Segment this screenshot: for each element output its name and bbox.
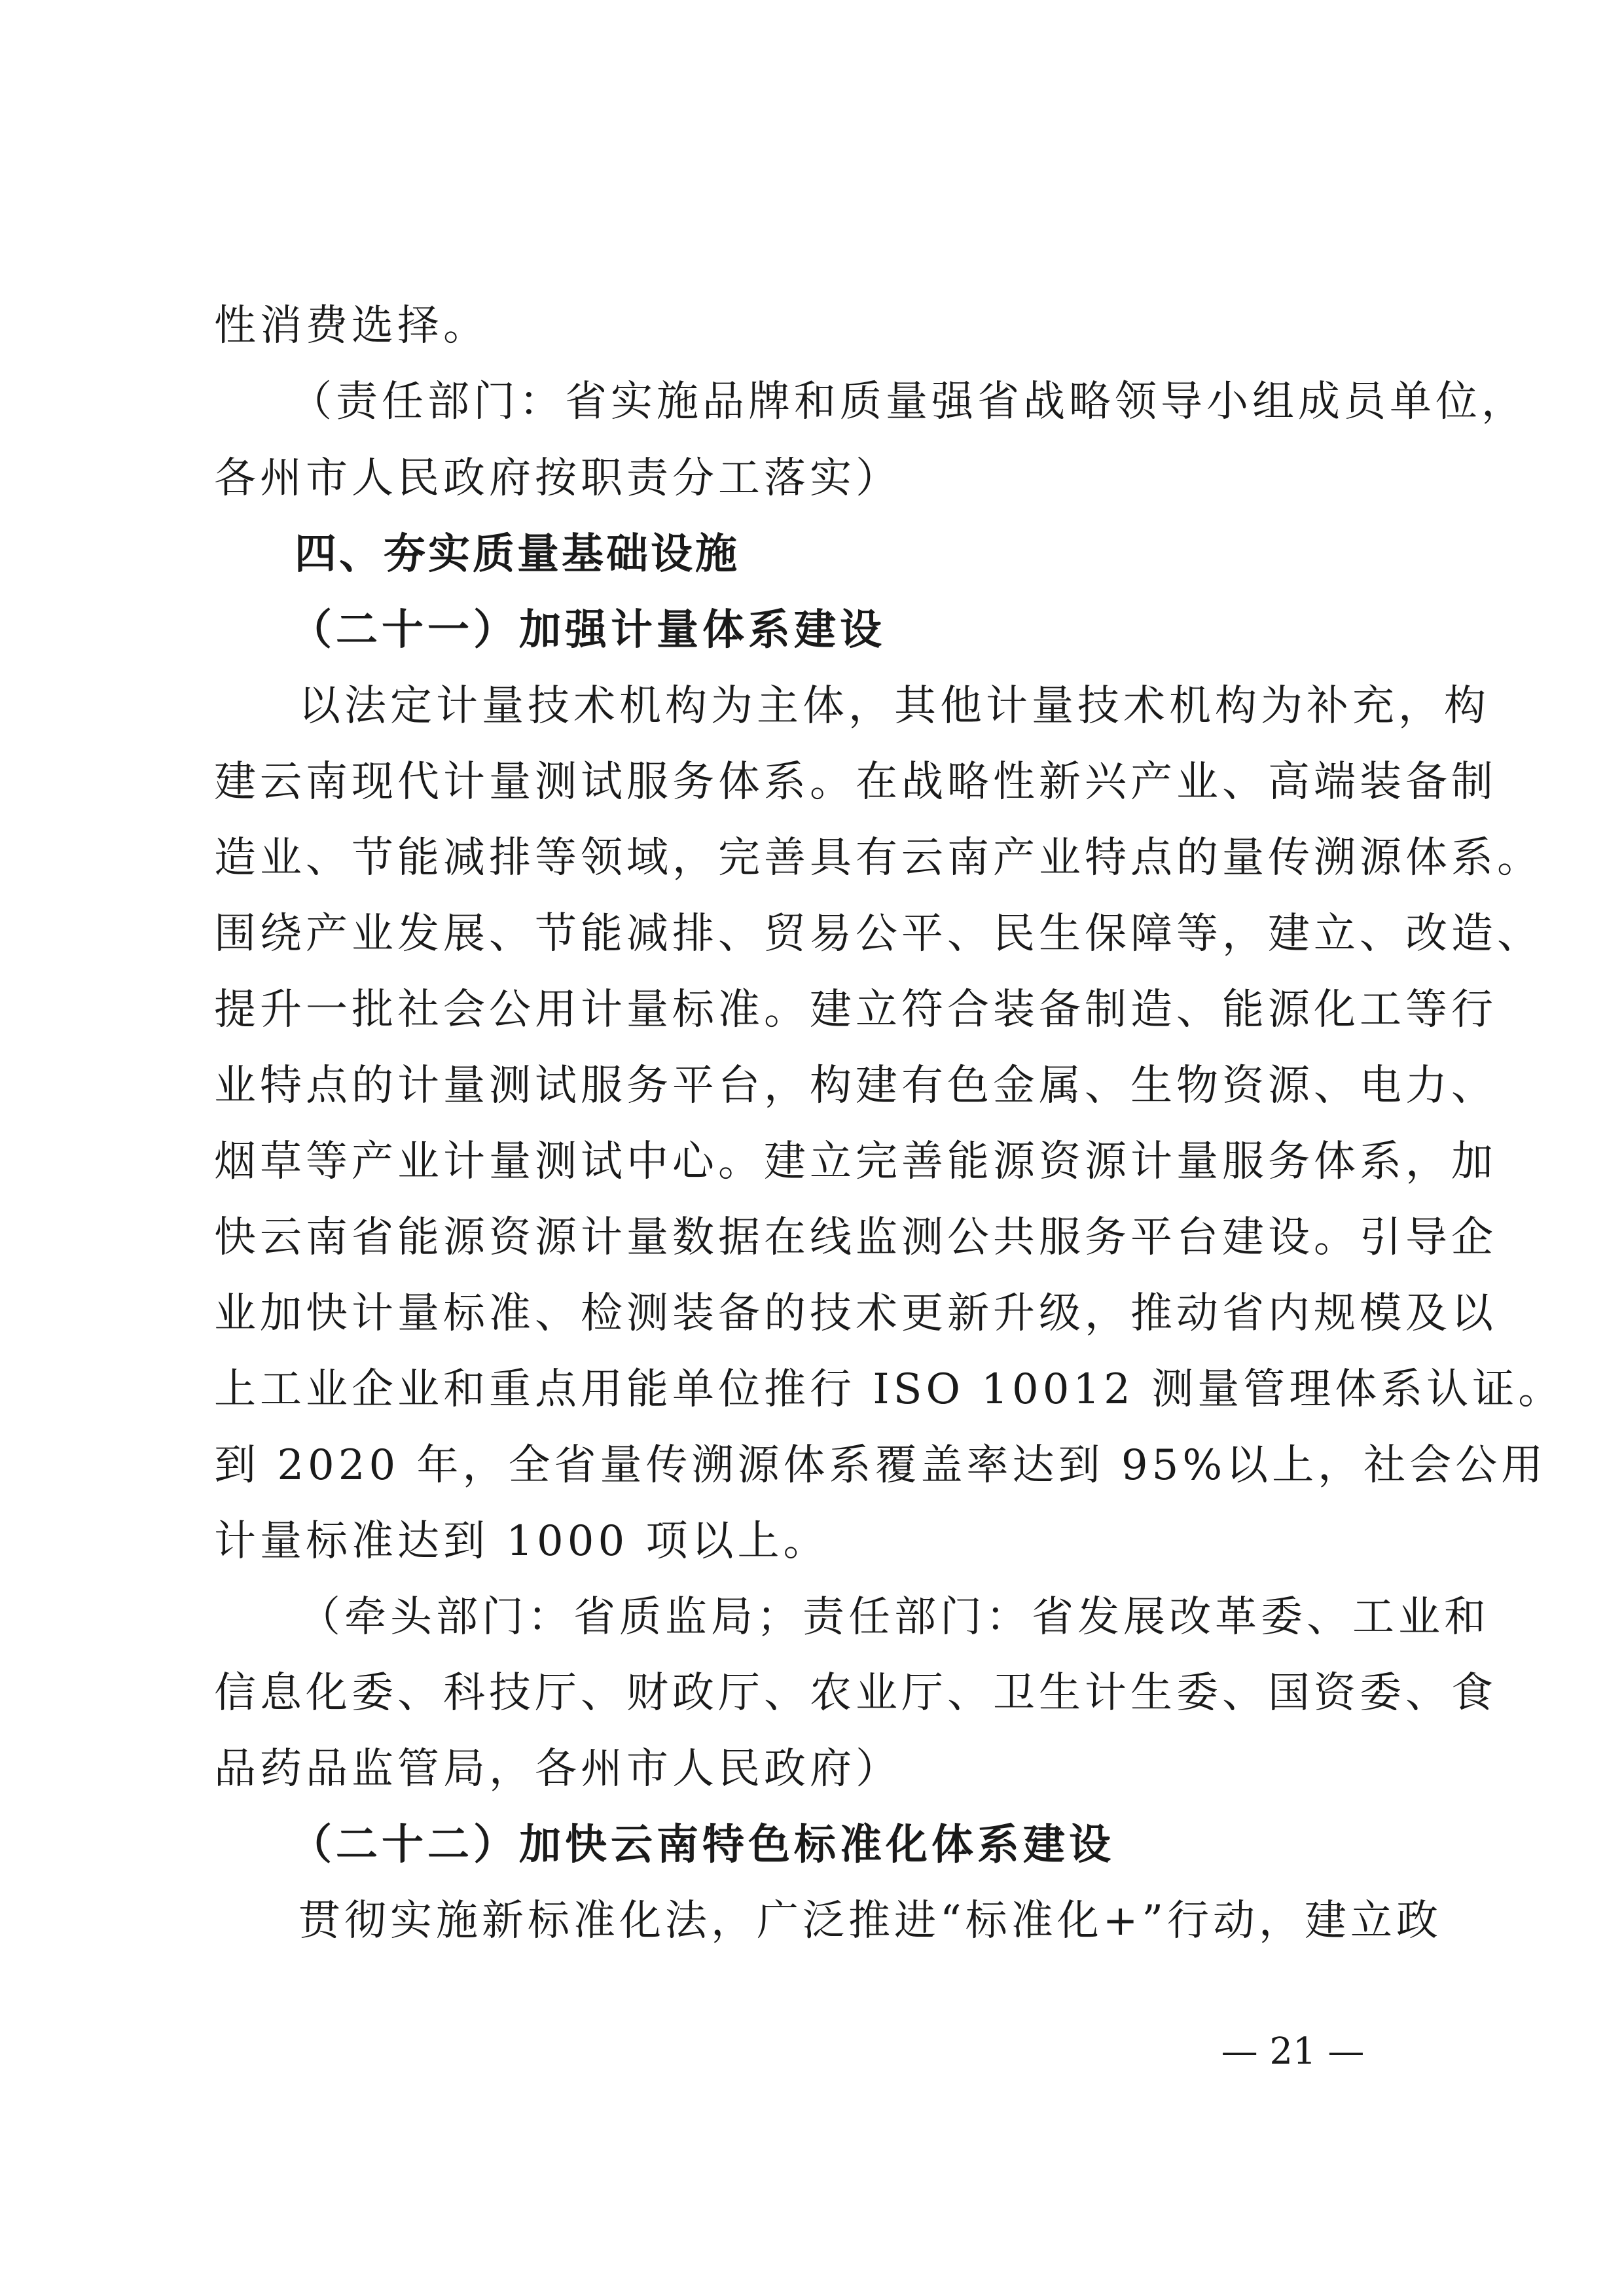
- subsection-heading: （二十二）加快云南特色标准化体系建设: [290, 1820, 1115, 1869]
- body-line: 提升一批社会公用计量标准。建立符合装备制造、能源化工等行: [214, 986, 1497, 1034]
- body-line: 烟草等产业计量测试中心。建立完善能源资源计量服务体系，加: [214, 1138, 1497, 1186]
- body-line: 围绕产业发展、节能减排、贸易公平、民生保障等，建立、改造、: [214, 910, 1543, 958]
- body-line: 上工业企业和重点用能单位推行 ISO 10012 测量管理体系认证。: [214, 1365, 1564, 1414]
- responsibility-note-line: 品药品监管局，各州市人民政府）: [214, 1745, 901, 1793]
- body-line: 到 2020 年，全省量传溯源体系覆盖率达到 95%以上，社会公用: [214, 1441, 1547, 1490]
- section-heading: 四、夯实质量基础设施: [295, 530, 740, 579]
- body-line: 业加快计量标准、检测装备的技术更新升级，推动省内规模及以: [214, 1289, 1497, 1338]
- responsibility-note-line: （牵头部门：省质监局；责任部门：省发展改革委、工业和: [298, 1593, 1490, 1641]
- body-line: 业特点的计量测试服务平台，构建有色金属、生物资源、电力、: [214, 1062, 1497, 1110]
- body-line: 快云南省能源资源计量数据在线监测公共服务平台建设。引导企: [214, 1213, 1497, 1262]
- responsibility-note-line: 各州市人民政府按职责分工落实）: [214, 454, 901, 503]
- body-line: 计量标准达到 1000 项以上。: [214, 1517, 829, 1566]
- paragraph-end-line: 性消费选择。: [214, 302, 489, 350]
- body-line: 建云南现代计量测试服务体系。在战略性新兴产业、高端装备制: [214, 758, 1497, 806]
- responsibility-note-line: 信息化委、科技厅、财政厅、农业厅、卫生计生委、国资委、食: [214, 1669, 1497, 1717]
- subsection-heading: （二十一）加强计量体系建设: [290, 605, 886, 655]
- page-number: — 21 —: [1221, 2030, 1365, 2073]
- responsibility-note-line: （责任部门：省实施品牌和质量强省战略领导小组成员单位，: [290, 378, 1527, 426]
- body-line: 以法定计量技术机构为主体，其他计量技术机构为补充，构: [298, 682, 1490, 730]
- body-line: 贯彻实施新标准化法，广泛推进“标准化+”行动，建立政: [298, 1897, 1443, 1945]
- body-line: 造业、节能减排等领域，完善具有云南产业特点的量传溯源体系。: [214, 834, 1543, 882]
